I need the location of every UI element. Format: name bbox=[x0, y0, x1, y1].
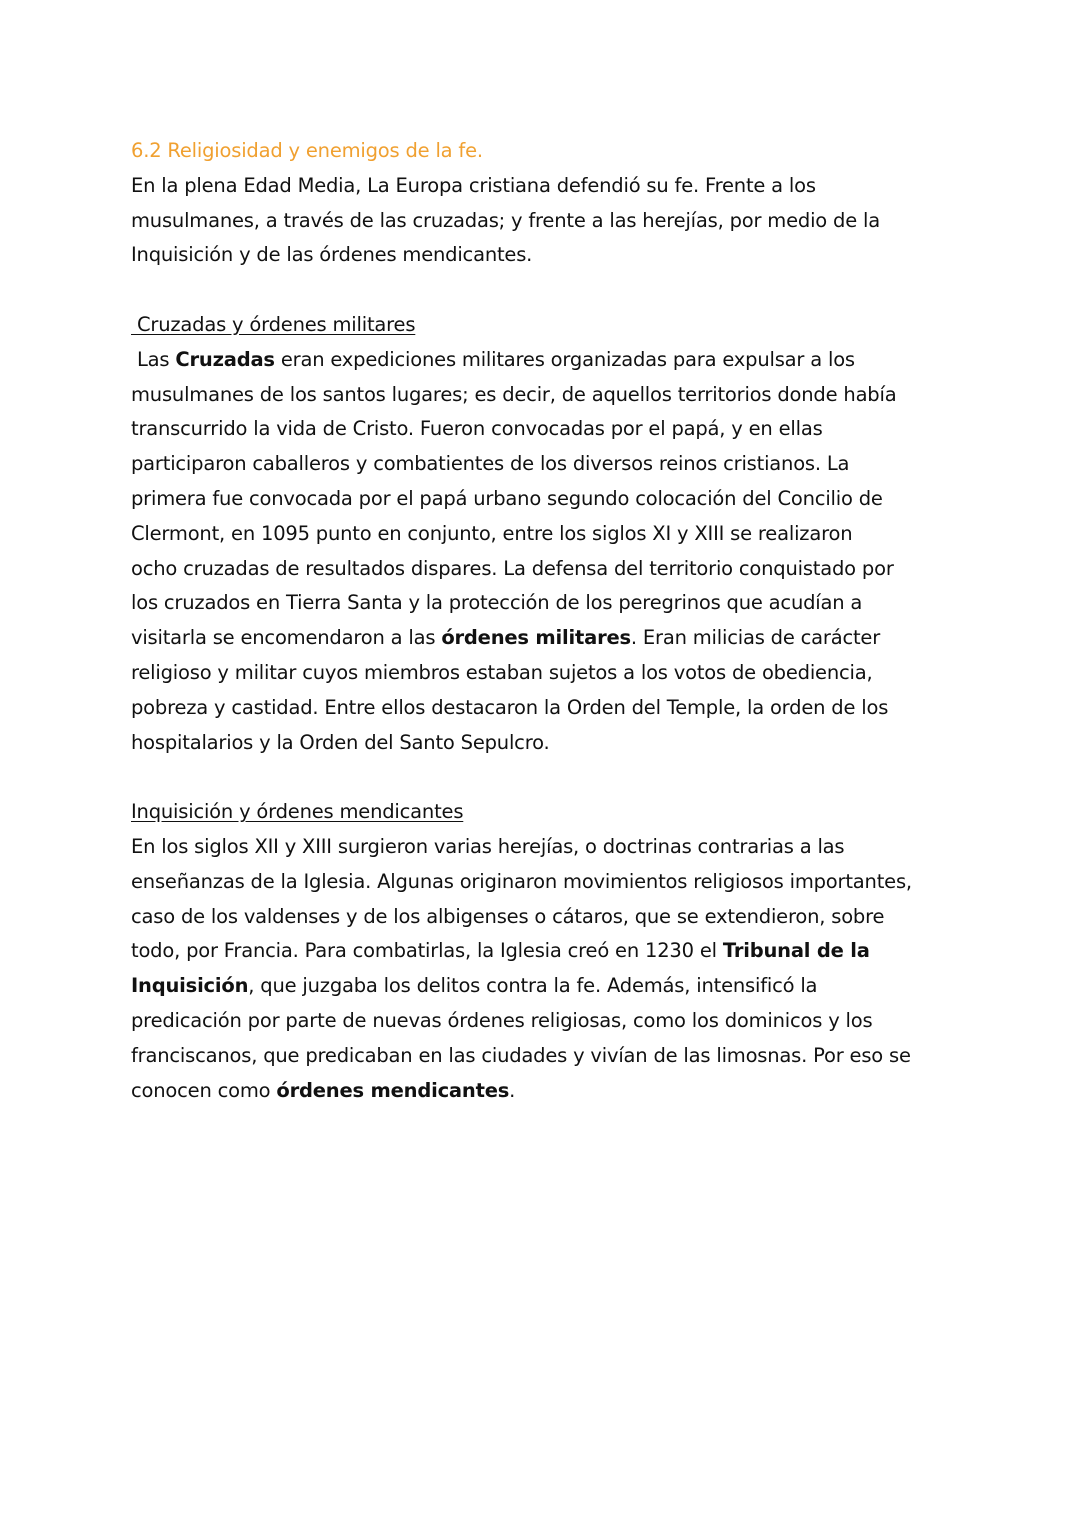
text-span: predicación por parte de nuevas órdenes religiosas, como los dominicos y los bbox=[131, 1008, 873, 1032]
text-span: . Eran milicias de carácter bbox=[630, 626, 881, 650]
text-span: eran expediciones militares organizadas para expulsar a los bbox=[274, 347, 855, 371]
section-title: 6.2 Religiosidad y enemigos de la fe. bbox=[131, 139, 483, 162]
text-line bbox=[131, 1074, 971, 1109]
text-line bbox=[131, 691, 971, 726]
text-span: religioso y militar cuyos miembros estaban sujetos a los votos de obediencia, bbox=[131, 660, 873, 684]
text-span: En los siglos XII y XIII surgieron varias herejías, o doctrinas contrarias a las bbox=[131, 834, 845, 858]
document-body bbox=[131, 169, 971, 1109]
text-line bbox=[131, 378, 971, 413]
text-span: franciscanos, que predicaban en las ciudades y vivían de las limosnas. Por eso se bbox=[131, 1043, 911, 1067]
text-line bbox=[131, 621, 971, 656]
subsection-heading: Cruzadas y órdenes militares bbox=[131, 312, 416, 336]
paragraph-gap bbox=[131, 273, 971, 308]
text-line bbox=[131, 517, 971, 552]
text-span: primera fue convocada por el papá urbano segundo colocación del Concilio de bbox=[131, 486, 883, 510]
text-span: En la plena Edad Media, La Europa cristiana defendió su fe. Frente a los bbox=[131, 173, 816, 197]
text-span: . bbox=[509, 1078, 516, 1102]
bold-term: Cruzadas bbox=[175, 347, 275, 371]
text-line bbox=[131, 238, 971, 273]
text-line bbox=[131, 343, 971, 378]
text-span: participaron caballeros y combatientes de los diversos reinos cristianos. La bbox=[131, 452, 850, 476]
bold-term: Tribunal de la bbox=[722, 939, 870, 963]
text-span: , que juzgaba los delitos contra la fe. Además, intensificó la bbox=[248, 974, 818, 998]
text-line bbox=[131, 830, 971, 865]
text-line bbox=[131, 169, 971, 204]
text-line bbox=[131, 726, 971, 761]
text-line bbox=[131, 865, 971, 900]
paragraph-gap bbox=[131, 760, 971, 795]
text-span: los cruzados en Tierra Santa y la protección de los peregrinos que acudían a bbox=[131, 591, 863, 615]
heading-line bbox=[131, 795, 971, 830]
text-span: Las bbox=[131, 347, 176, 371]
text-line bbox=[131, 1039, 971, 1074]
text-span: pobreza y castidad. Entre ellos destacaron la Orden del Temple, la orden de los bbox=[131, 695, 889, 719]
text-span: conocen como bbox=[131, 1078, 277, 1102]
text-span: todo, por Francia. Para combatirlas, la Iglesia creó en 1230 el bbox=[131, 939, 723, 963]
text-span: hospitalarios y la Orden del Santo Sepulcro. bbox=[131, 730, 550, 754]
heading-line bbox=[131, 308, 971, 343]
text-span: transcurrido la vida de Cristo. Fueron convocadas por el papá, y en ellas bbox=[131, 417, 823, 441]
text-line bbox=[131, 934, 971, 969]
subsection-heading: Inquisición y órdenes mendicantes bbox=[131, 800, 464, 824]
text-line bbox=[131, 204, 971, 239]
bold-term: órdenes mendicantes bbox=[276, 1078, 510, 1102]
text-span: enseñanzas de la Iglesia. Algunas originaron movimientos religiosos importantes, bbox=[131, 869, 912, 893]
text-line bbox=[131, 552, 971, 587]
bold-term: Inquisición bbox=[131, 974, 249, 998]
bold-term: órdenes militares bbox=[441, 626, 631, 650]
text-line bbox=[131, 412, 971, 447]
text-line bbox=[131, 656, 971, 691]
text-line bbox=[131, 969, 971, 1004]
section-1 bbox=[131, 273, 971, 760]
text-line bbox=[131, 900, 971, 935]
text-span: musulmanes, a través de las cruzadas; y frente a las herejías, por medio de la bbox=[131, 208, 880, 232]
text-line bbox=[131, 482, 971, 517]
document-page bbox=[131, 134, 971, 1108]
text-span: ocho cruzadas de resultados dispares. La defensa del territorio conquistado por bbox=[131, 556, 894, 580]
text-line bbox=[131, 586, 971, 621]
text-span: visitarla se encomendaron a las bbox=[131, 626, 442, 650]
section-2 bbox=[131, 760, 971, 1108]
text-line bbox=[131, 1004, 971, 1039]
text-span: musulmanes de los santos lugares; es decir, de aquellos territorios donde había bbox=[131, 382, 897, 406]
text-line bbox=[131, 447, 971, 482]
text-span: caso de los valdenses y de los albigenses o cátaros, que se extendieron, sobre bbox=[131, 904, 885, 928]
text-span: Clermont, en 1095 punto en conjunto, entre los siglos XI y XIII se realizaron bbox=[131, 521, 853, 545]
section-0 bbox=[131, 169, 971, 273]
text-span: Inquisición y de las órdenes mendicantes. bbox=[131, 243, 533, 267]
